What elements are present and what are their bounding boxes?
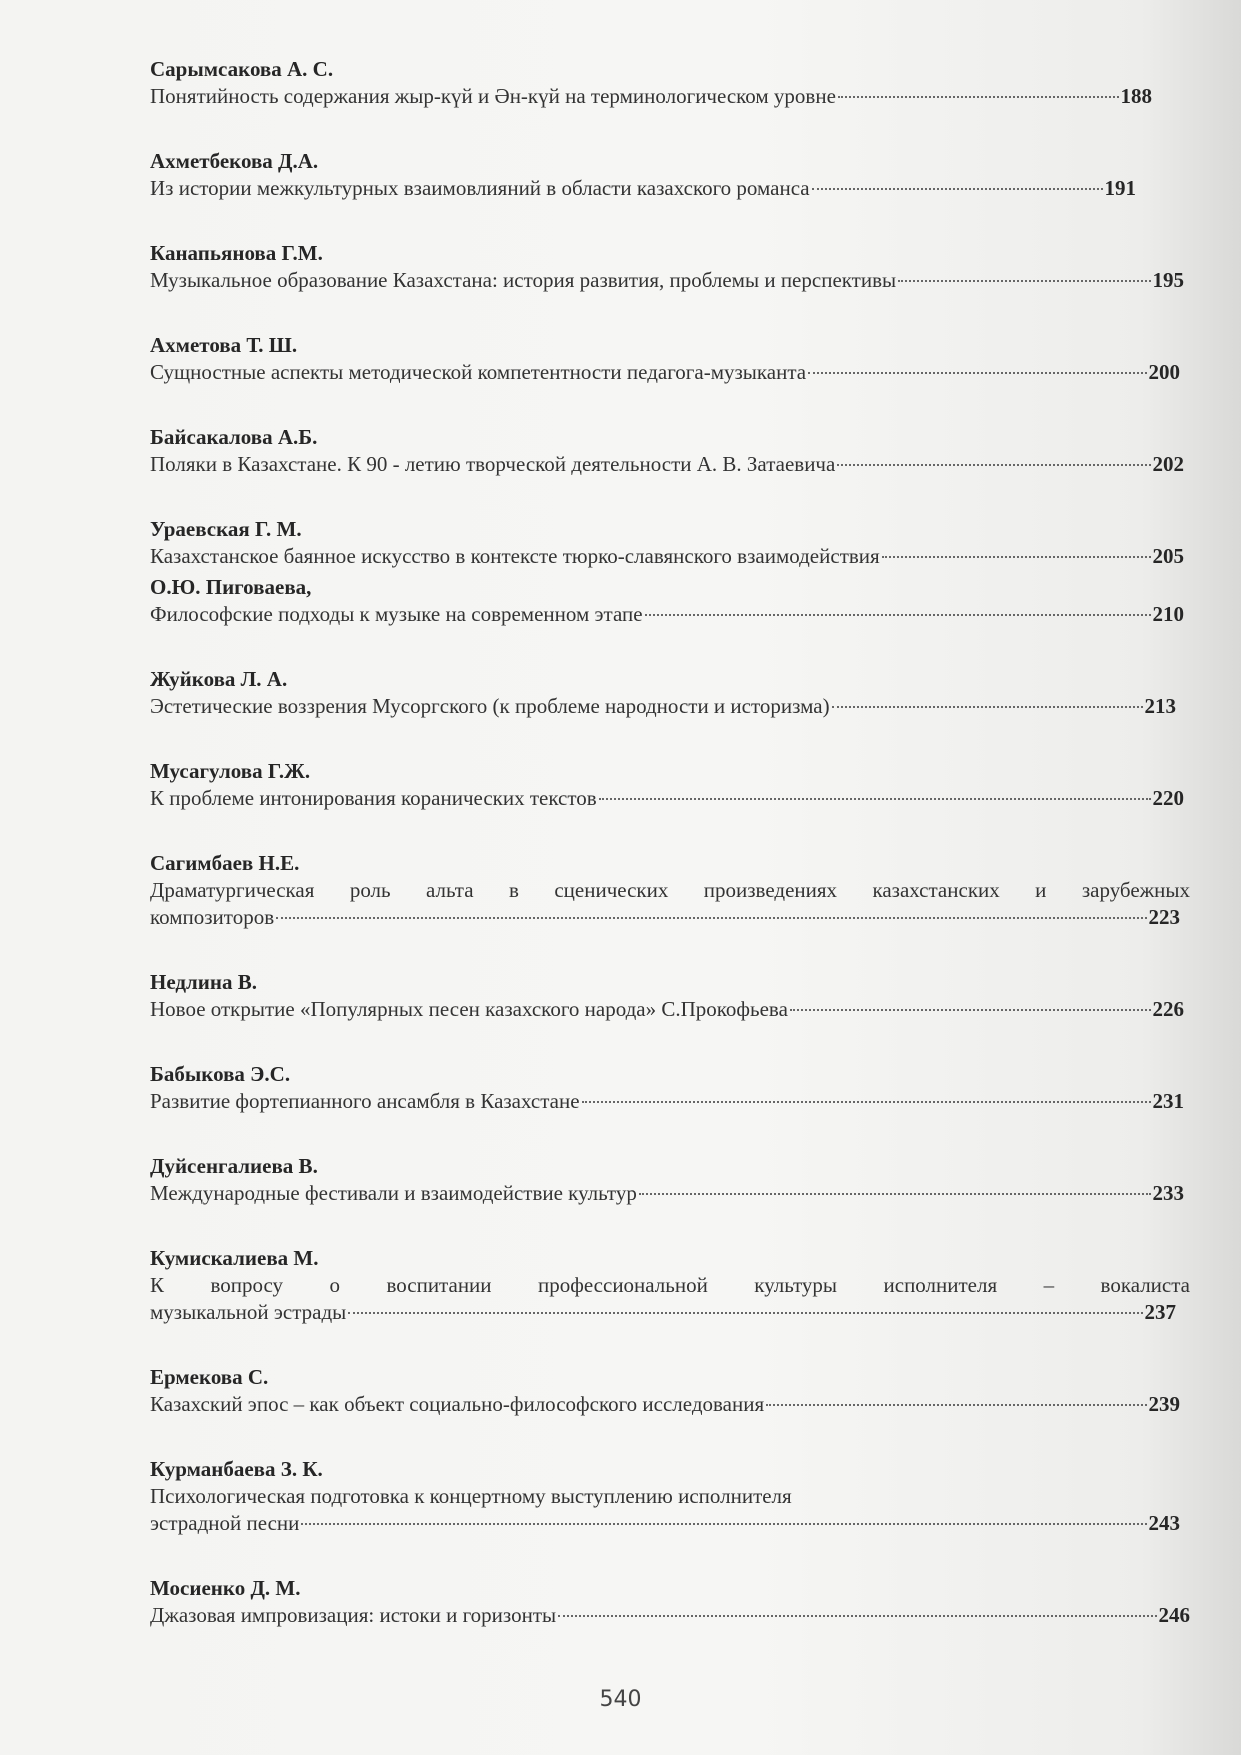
dot-leader bbox=[898, 280, 1150, 282]
entry-title: К вопросу о воспитании профессиональной культуры исполнителя – вокалиста bbox=[150, 1273, 1190, 1297]
dot-leader bbox=[882, 556, 1151, 558]
toc-entry bbox=[150, 424, 1190, 478]
entry-title: К проблеме интонирования коранических текстов bbox=[150, 786, 597, 810]
toc-entry bbox=[150, 148, 1190, 202]
toc-entry bbox=[150, 666, 1190, 720]
entry-author: Ураевская Г. М. bbox=[150, 517, 302, 541]
entry-title: Философские подходы к музыке на современном этапе bbox=[150, 602, 643, 626]
entry-page: 237 bbox=[1144, 1300, 1176, 1324]
entry-author: Сагимбаев Н.Е. bbox=[150, 851, 300, 875]
toc-entry bbox=[150, 574, 1190, 628]
entry-title: Из истории межкультурных взаимовлияний в области казахского романса bbox=[150, 176, 810, 200]
entry-page: 233 bbox=[1152, 1181, 1184, 1205]
dot-leader bbox=[838, 96, 1119, 98]
entry-title: Международные фестивали и взаимодействие культур bbox=[150, 1181, 637, 1205]
entry-author: Кумискалиева М. bbox=[150, 1246, 319, 1270]
entry-page: 205 bbox=[1152, 544, 1184, 568]
toc-entry bbox=[150, 332, 1190, 386]
toc-entry bbox=[150, 1456, 1190, 1537]
entry-author: Мусагулова Г.Ж. bbox=[150, 759, 311, 783]
entry-page: 239 bbox=[1148, 1392, 1180, 1416]
dot-leader bbox=[645, 614, 1151, 616]
entry-title: Эстетические воззрения Мусоргского (к проблеме народности и историзма) bbox=[150, 694, 830, 718]
dot-leader bbox=[812, 188, 1103, 190]
entry-page: 188 bbox=[1120, 84, 1152, 108]
entry-author: Мосиенко Д. М. bbox=[150, 1576, 301, 1600]
entry-author: Недлина В. bbox=[150, 970, 257, 994]
dot-leader bbox=[766, 1404, 1146, 1406]
entry-author: О.Ю. Пиговаева, bbox=[150, 575, 312, 599]
toc-entry bbox=[150, 56, 1190, 110]
entry-title: Поляки в Казахстане. К 90 - летию творческой деятельности А. В. Затаевича bbox=[150, 452, 836, 476]
entry-author: Бабыкова Э.С. bbox=[150, 1062, 291, 1086]
entry-page: 223 bbox=[1148, 905, 1180, 929]
toc-entry bbox=[150, 1153, 1190, 1207]
entry-title: Сущностные аспекты методической компетентности педагога-музыканта bbox=[150, 360, 807, 384]
entry-page: 195 bbox=[1152, 268, 1184, 292]
dot-leader bbox=[790, 1009, 1151, 1011]
entry-title: Драматургическая роль альта в сценических произведениях казахстанских и зарубежных bbox=[150, 878, 1190, 902]
toc-entry bbox=[150, 1575, 1190, 1629]
dot-leader bbox=[832, 706, 1143, 708]
entry-title: Джазовая импровизация: истоки и горизонты bbox=[150, 1603, 557, 1627]
entry-page: 200 bbox=[1148, 360, 1180, 384]
dot-leader bbox=[301, 1523, 1146, 1525]
dot-leader bbox=[348, 1312, 1142, 1314]
toc-entry bbox=[150, 758, 1190, 812]
entry-page: 226 bbox=[1152, 997, 1184, 1021]
dot-leader bbox=[837, 464, 1150, 466]
entry-title: Новое открытие «Популярных песен казахского народа» С.Прокофьева bbox=[150, 997, 788, 1021]
entry-author: Сарымсакова А. С. bbox=[150, 57, 334, 81]
toc-entry bbox=[150, 1061, 1190, 1115]
page-number: 540 bbox=[599, 1687, 642, 1712]
entry-title-continued: композиторов bbox=[150, 905, 275, 929]
entry-page: 213 bbox=[1144, 694, 1176, 718]
entry-page: 231 bbox=[1152, 1089, 1184, 1113]
toc-entry bbox=[150, 969, 1190, 1023]
table-of-contents bbox=[150, 56, 1190, 1629]
dot-leader bbox=[639, 1193, 1151, 1195]
entry-title: Развитие фортепианного ансамбля в Казахстане bbox=[150, 1089, 580, 1113]
toc-entry bbox=[150, 850, 1190, 931]
entry-title-continued: эстрадной песни bbox=[150, 1511, 300, 1535]
toc-entry bbox=[150, 1245, 1190, 1326]
dot-leader bbox=[808, 372, 1146, 374]
dot-leader bbox=[582, 1101, 1151, 1103]
entry-author: Ахметова Т. Ш. bbox=[150, 333, 298, 357]
entry-title: Казахстанское баянное искусство в контексте тюрко-славянского взаимодействия bbox=[150, 544, 880, 568]
toc-entry bbox=[150, 1364, 1190, 1418]
dot-leader bbox=[599, 798, 1151, 800]
entry-title: Казахский эпос – как объект социально-философского исследования bbox=[150, 1392, 765, 1416]
entry-page: 243 bbox=[1148, 1511, 1180, 1535]
entry-page: 220 bbox=[1152, 786, 1184, 810]
entry-author: Ахметбекова Д.А. bbox=[150, 149, 319, 173]
entry-title: Психологическая подготовка к концертному выступлению исполнителя bbox=[150, 1484, 792, 1508]
entry-author: Жуйкова Л. А. bbox=[150, 667, 288, 691]
entry-page: 210 bbox=[1152, 602, 1184, 626]
entry-author: Курманбаева З. К. bbox=[150, 1457, 323, 1481]
toc-entry bbox=[150, 516, 1190, 570]
toc-entry bbox=[150, 240, 1190, 294]
entry-page: 191 bbox=[1104, 176, 1136, 200]
entry-page: 246 bbox=[1158, 1603, 1190, 1627]
dot-leader bbox=[558, 1615, 1156, 1617]
entry-author: Ермекова С. bbox=[150, 1365, 269, 1389]
entry-title: Музыкальное образование Казахстана: история развития, проблемы и перспективы bbox=[150, 268, 897, 292]
entry-title: Понятийность содержания жыр-күй и Ән-күй на терминологическом уровне bbox=[150, 84, 836, 108]
entry-page: 202 bbox=[1152, 452, 1184, 476]
entry-author: Канапьянова Г.М. bbox=[150, 241, 323, 265]
entry-author: Байсакалова А.Б. bbox=[150, 425, 318, 449]
dot-leader bbox=[276, 917, 1146, 919]
entry-title-continued: музыкальной эстрады bbox=[150, 1300, 347, 1324]
entry-author: Дуйсенгалиева В. bbox=[150, 1154, 318, 1178]
